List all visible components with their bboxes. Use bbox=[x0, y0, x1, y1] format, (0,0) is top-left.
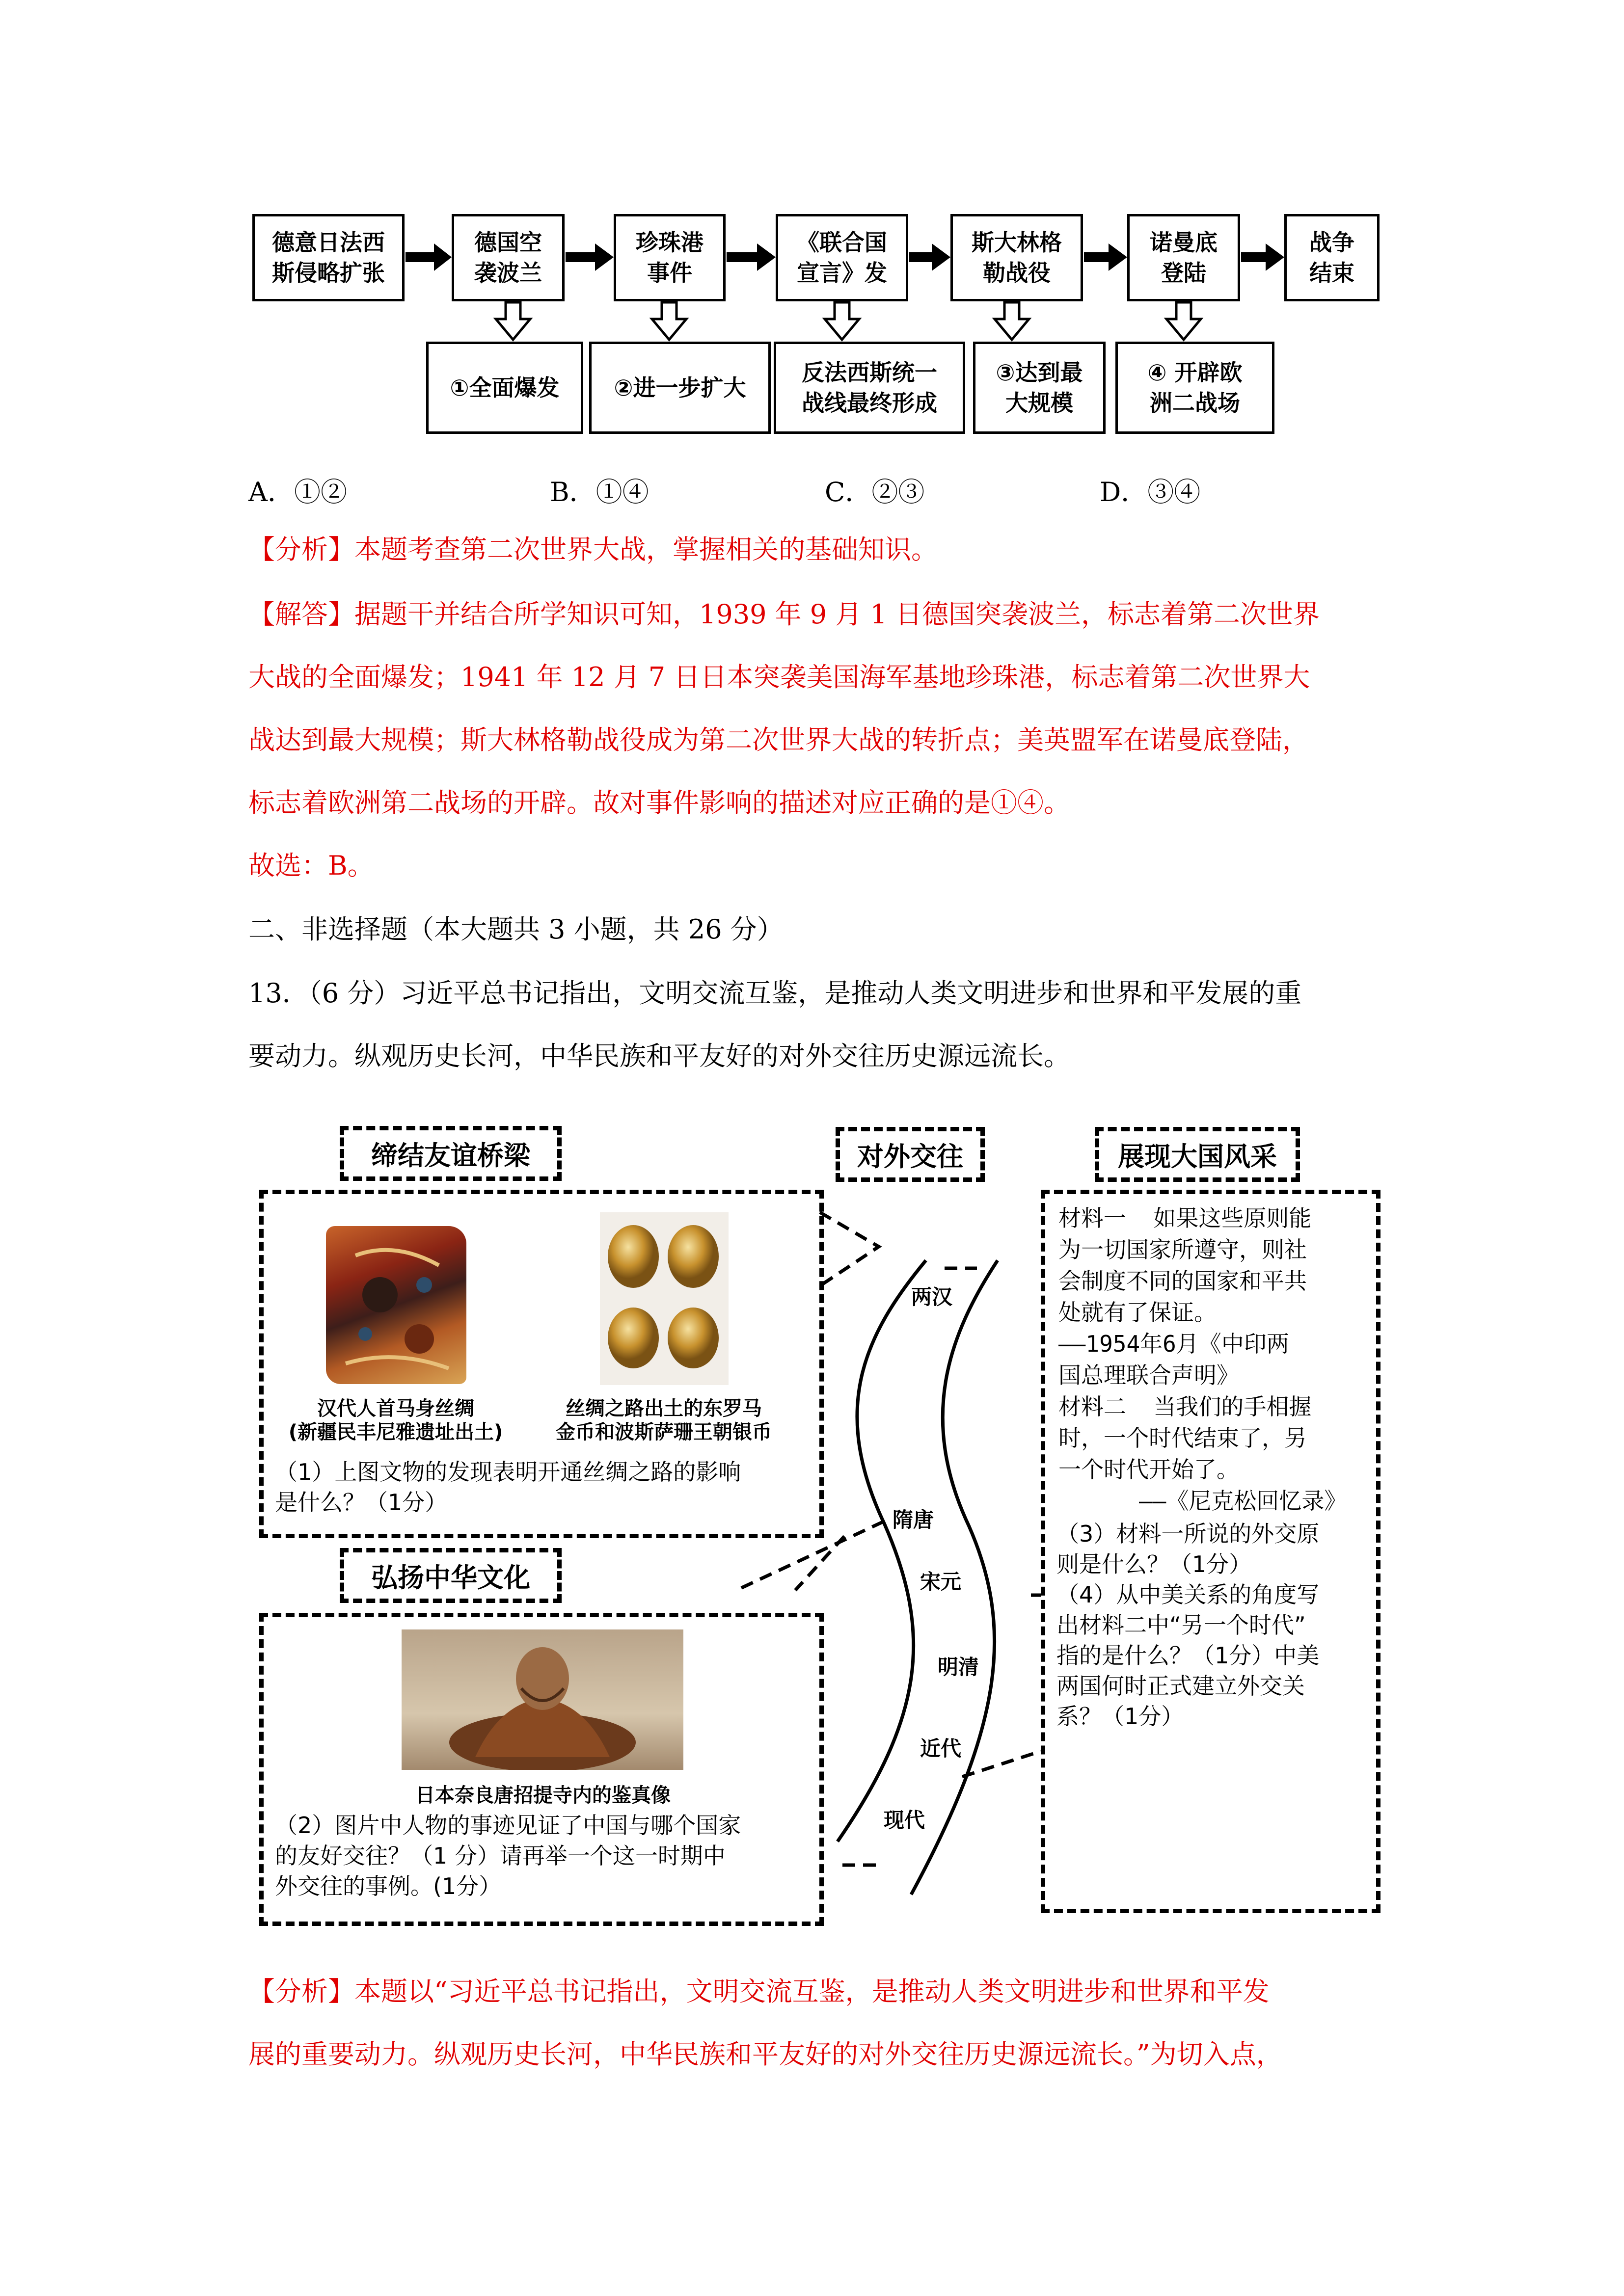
flow-box-2: 德国空 袭波兰 bbox=[452, 214, 565, 301]
era-ming-qing: 明清 bbox=[938, 1655, 979, 1679]
material-text: 材料一 如果这些原则能 为一切国家所遵守，则社 会制度不同的国家和平共 处就有了保证。 ——1954年6月《中印两 国总理联合声明》 材料二 当我们的手相握 时，一个时代结束了，另 一个时代开始了。 bbox=[1058, 1205, 1312, 1483]
q13-line-2: 要动力。纵观历史长河，中华民族和平友好的对外交往历史源远流长。 bbox=[248, 1041, 1070, 1071]
flow-effect-1: ①全面爆发 bbox=[426, 342, 583, 434]
answer-line-1: 【解答】据题干并结合所学知识可知，1939 年 9 月 1 日德国突袭波兰，标志着第二次世界 bbox=[248, 599, 1320, 630]
answer-line-3: 战达到最大规模；斯大林格勒战役成为第二次世界大战的转折点；美英盟军在诺曼底登陆， bbox=[248, 724, 1309, 755]
flow-box-4: 《联合国 宣言》发 bbox=[776, 214, 908, 301]
option-b: B．①④ bbox=[550, 477, 649, 507]
analysis-1: 【分析】本题考查第二次世界大战，掌握相关的基础知识。 bbox=[248, 534, 938, 565]
label-friendship: 缔结友谊桥梁 bbox=[340, 1126, 562, 1181]
choice-1: 故选：B。 bbox=[248, 850, 374, 881]
coins-image bbox=[600, 1212, 729, 1385]
label-chinese-culture: 弘扬中华文化 bbox=[340, 1548, 562, 1603]
caption-jianzhen: 日本奈良唐招提寺内的鉴真像 bbox=[415, 1784, 671, 1807]
question-1: （1）上图文物的发现表明开通丝绸之路的影响 是什么？（1分） bbox=[275, 1459, 741, 1516]
flow-effect-5: ④ 开辟欧 洲二战场 bbox=[1115, 342, 1274, 434]
answer-line-4: 标志着欧洲第二战场的开辟。故对事件影响的描述对应正确的是①④。 bbox=[248, 787, 1070, 818]
flow-effect-2: ②进一步扩大 bbox=[589, 342, 771, 434]
option-a: A．①② bbox=[248, 477, 347, 507]
option-c: C．②③ bbox=[825, 477, 925, 507]
section-2-heading: 二、非选择题（本大题共 3 小题，共 26 分） bbox=[248, 914, 784, 945]
answer-line-2: 大战的全面爆发；1941 年 12 月 7 日日本突袭美国海军基地珍珠港，标志着第二次世界大 bbox=[248, 662, 1310, 693]
material-source: ——《尼克松回忆录》 bbox=[1139, 1488, 1347, 1514]
jianzhen-statue-image bbox=[402, 1629, 683, 1770]
flow-box-6: 诺曼底 登陆 bbox=[1127, 214, 1240, 301]
era-sui-tang: 隋唐 bbox=[893, 1508, 934, 1532]
flow-box-5: 斯大林格 勒战役 bbox=[950, 214, 1083, 301]
label-foreign-exchange: 对外交往 bbox=[836, 1127, 985, 1182]
era-han: 两汉 bbox=[911, 1285, 953, 1309]
flow-effect-4: ③达到最 大规模 bbox=[973, 342, 1106, 434]
flow-box-1: 德意日法西 斯侵略扩张 bbox=[252, 214, 405, 301]
option-d: D．③④ bbox=[1100, 477, 1201, 507]
questions-3-4: （3）材料一所说的外交原 则是什么？（1分） （4）从中美关系的角度写 出材料二中“另一个时代” 指的是什么？（1分）中美 两国何时正式建立外交关 系？（1分） bbox=[1056, 1521, 1320, 1730]
analysis-2-line-2: 展的重要动力。纵观历史长河，中华民族和平友好的对外交往历史源远流长。”为切入点， bbox=[248, 2039, 1283, 2070]
flow-box-3: 珍珠港 事件 bbox=[614, 214, 726, 301]
silk-fragment-image bbox=[326, 1226, 466, 1384]
era-contemporary: 现代 bbox=[884, 1808, 925, 1832]
q13-line-1: 13．（6 分）习近平总书记指出，文明交流互鉴，是推动人类文明进步和世界和平发展的重 bbox=[248, 978, 1302, 1009]
flow-box-7: 战争 结束 bbox=[1284, 214, 1380, 301]
caption-silk: 汉代人首马身丝绸 (新疆民丰尼雅遗址出土) bbox=[288, 1397, 503, 1443]
caption-coins: 丝绸之路出土的东罗马 金币和波斯萨珊王朝银币 bbox=[556, 1397, 772, 1443]
analysis-2-line-1: 【分析】本题以“习近平总书记指出，文明交流互鉴，是推动人类文明进步和世界和平发 bbox=[248, 1976, 1270, 2007]
era-song-yuan: 宋元 bbox=[920, 1570, 962, 1594]
question-2: （2）图片中人物的事迹见证了中国与哪个国家 的友好交往？（1 分）请再举一个这一时期中 外交往的事例。(1分） bbox=[275, 1812, 741, 1899]
flow-effect-3: 反法西斯统一 战线最终形成 bbox=[774, 342, 965, 434]
label-great-power: 展现大国风采 bbox=[1095, 1127, 1300, 1182]
era-modern: 近代 bbox=[920, 1736, 962, 1761]
